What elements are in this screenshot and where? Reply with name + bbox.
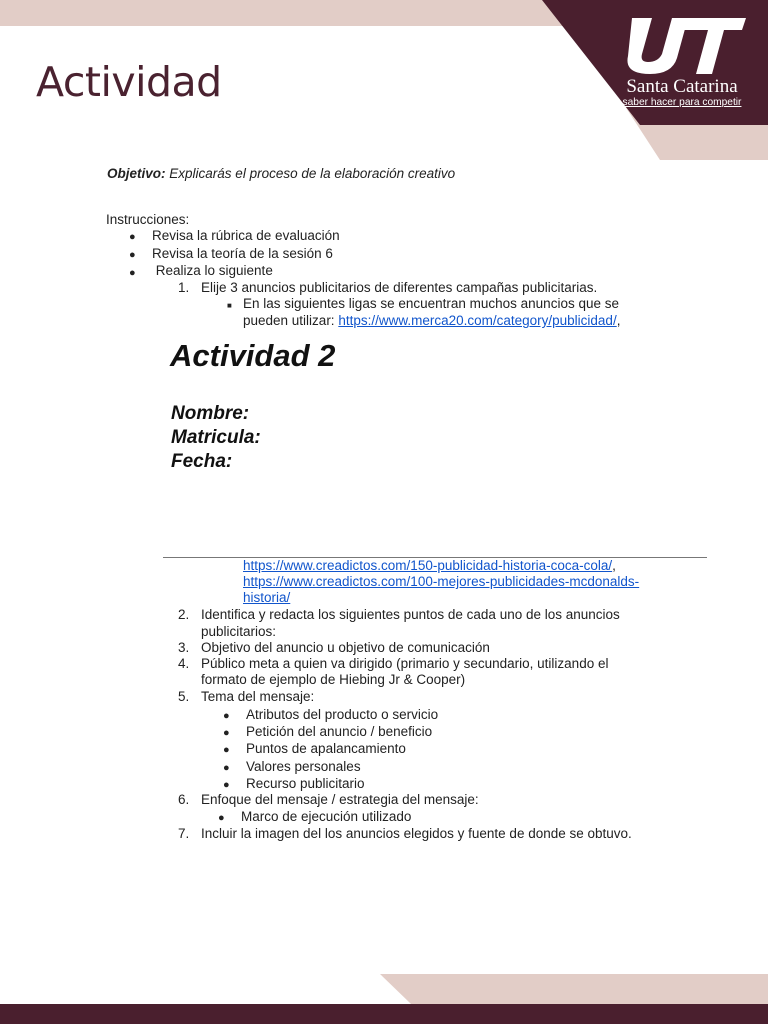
bullet-icon: ●	[223, 762, 230, 774]
step-5-item: Puntos de apalancamiento	[246, 741, 406, 756]
bullet-icon: ●	[129, 231, 136, 243]
link-merca20[interactable]: https://www.merca20.com/category/publicidad/	[338, 313, 617, 328]
link-separator: ,	[612, 558, 616, 573]
link-separator: ,	[616, 313, 621, 328]
step-4-text-continued: formato de ejemplo de Hiebing Jr & Cooper)	[201, 672, 466, 687]
bullet-icon: ●	[218, 812, 225, 824]
instructions-label: Instrucciones:	[106, 212, 190, 227]
date-field-label: Fecha:	[171, 451, 233, 472]
page-title: Actividad	[36, 58, 222, 106]
instruction-bullet: Realiza lo siguiente	[152, 263, 273, 278]
bullet-icon: ●	[223, 727, 230, 739]
bullet-icon: ●	[129, 267, 136, 279]
step-number: 5.	[178, 689, 190, 704]
link-line	[243, 574, 639, 590]
link-mcdonalds-continued[interactable]: historia/	[243, 590, 291, 605]
ut-logo-icon	[622, 14, 748, 76]
bullet-icon: ●	[129, 249, 136, 261]
step-5-item: Recurso publicitario	[246, 776, 365, 791]
link-line	[243, 558, 616, 574]
step-5-item: Valores personales	[246, 759, 361, 774]
step-5-item: Petición del anuncio / beneficio	[246, 724, 433, 739]
step-5-text: Tema del mensaje:	[201, 689, 315, 704]
step-number: 6.	[178, 792, 190, 807]
step-1-text: Elije 3 anuncios publicitarios de diferentes campañas publicitarias.	[201, 280, 598, 295]
step-2-text-continued: publicitarios:	[201, 624, 277, 639]
name-field-label: Nombre:	[171, 403, 250, 424]
step-6-item: Marco de ejecución utilizado	[241, 809, 412, 824]
step-number: 3.	[178, 640, 190, 655]
sub-item-line	[243, 313, 620, 329]
logo-name: Santa Catarina	[626, 76, 738, 97]
objective-line	[107, 166, 455, 182]
activity-2-title: Actividad 2	[170, 338, 336, 373]
step-6-text: Enfoque del mensaje / estrategia del mensaje:	[201, 792, 479, 807]
step-number: 7.	[178, 826, 190, 841]
sub-item-line: En las siguientes ligas se encuentran muchos anuncios que se	[243, 296, 619, 311]
instruction-bullet: Revisa la teoría de la sesión 6	[152, 246, 333, 261]
link-mcdonalds[interactable]: https://www.creadictos.com/100-mejores-publicidades-mcdonalds-	[243, 574, 640, 589]
objective-text: Explicarás el proceso de la elaboración creativo	[169, 166, 456, 181]
logo-tagline: saber hacer para competir	[622, 97, 742, 108]
bullet-icon: ●	[223, 779, 230, 791]
matricula-field-label: Matricula:	[171, 427, 261, 448]
instruction-bullet: Revisa la rúbrica de evaluación	[152, 228, 340, 243]
step-4-text: Público meta a quien va dirigido (primario y secundario, utilizando el	[201, 656, 609, 671]
objective-label: Objetivo:	[107, 166, 166, 181]
step-7-text: Incluir la imagen del los anuncios elegidos y fuente de donde se obtuvo.	[201, 826, 632, 841]
footer-accent-band	[380, 974, 768, 1004]
step-number: 4.	[178, 656, 190, 671]
bullet-icon: ●	[223, 710, 230, 722]
link-line	[243, 590, 290, 606]
footer-band	[0, 1004, 768, 1024]
step-number: 1.	[178, 280, 190, 295]
step-2-text: Identifica y redacta los siguientes puntos de cada uno de los anuncios	[201, 607, 620, 622]
step-3-text: Objetivo del anuncio u objetivo de comunicación	[201, 640, 490, 655]
step-number: 2.	[178, 607, 190, 622]
square-bullet-icon: ■	[227, 301, 232, 310]
sub-item-prefix: pueden utilizar:	[243, 313, 339, 328]
bullet-icon: ●	[223, 744, 230, 756]
step-5-item: Atributos del producto o servicio	[246, 707, 439, 722]
link-coca-cola[interactable]: https://www.creadictos.com/150-publicidad-historia-coca-cola/	[243, 558, 613, 573]
